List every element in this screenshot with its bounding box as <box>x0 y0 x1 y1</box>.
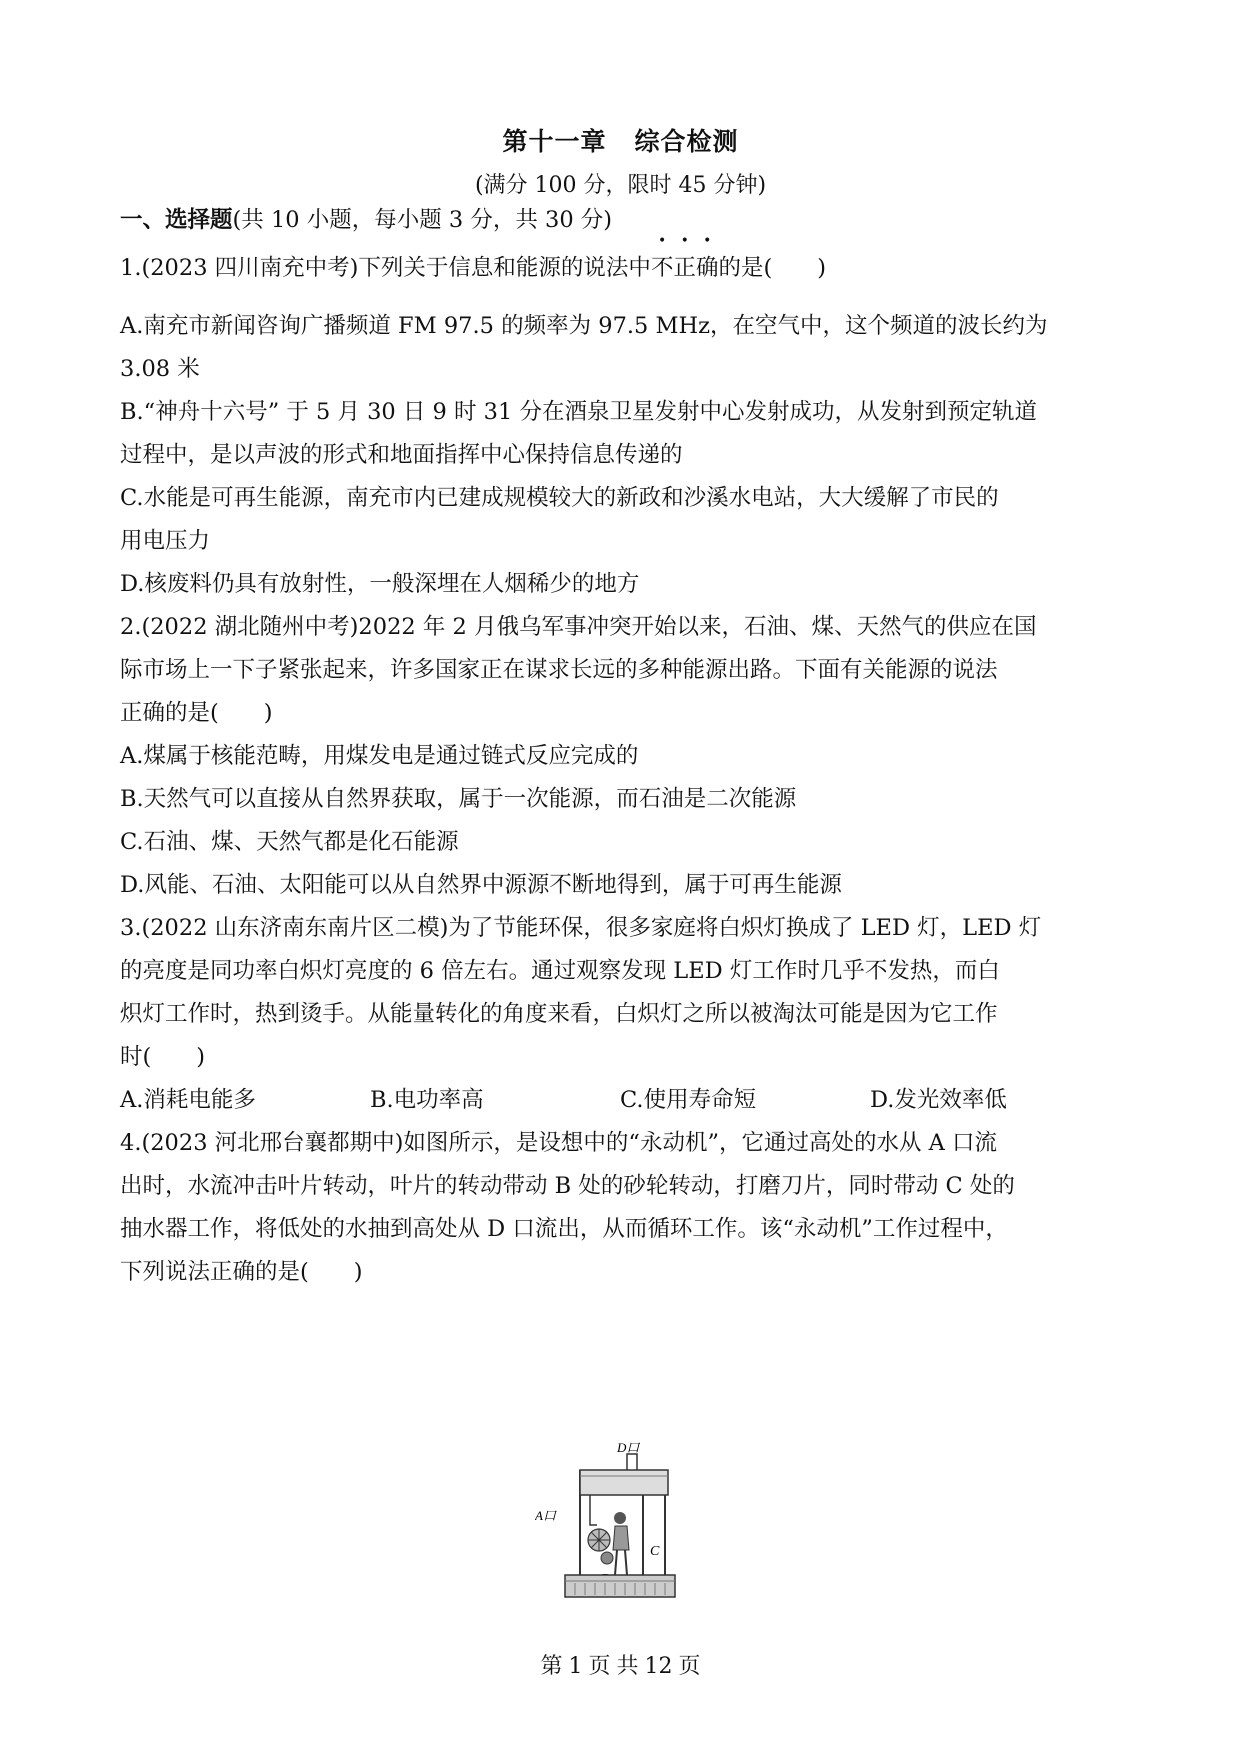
question-1-option-c: C.水能是可再生能源，南充市内已建成规模较大的新政和沙溪水电站，大大缓解了市民的 <box>120 485 999 511</box>
question-4-stem: 4.(2023 河北邢台襄都期中)如图所示，是设想中的“永动机”，它通过高处的水从 A 口流 <box>120 1130 997 1156</box>
question-3-option-d: D.发光效率低 <box>870 1087 1007 1113</box>
perpetual-motion-machine-figure <box>535 1440 715 1605</box>
question-3-option-b: B.电功率高 <box>370 1087 484 1113</box>
question-1-option-c-cont: 用电压力 <box>120 528 211 554</box>
question-2-option-d: D.风能、石油、太阳能可以从自然界中源源不断地得到，属于可再生能源 <box>120 872 842 898</box>
question-1-option-d: D.核废料仍具有放射性，一般深埋在人烟稀少的地方 <box>120 571 640 597</box>
question-3-stem-cont: 的亮度是同功率白炽灯亮度的 6 倍左右。通过观察发现 LED 灯工作时几乎不发热，而白 <box>120 958 1000 984</box>
emphasis-char: 正 <box>673 255 696 281</box>
question-1-stem: 1.(2023 四川南充中考)下列关于信息和能源的说法中不正确的是( ) <box>120 255 827 281</box>
question-2-stem-cont: 际市场上一下子紧张起来，许多国家正在谋求长远的多种能源出路。下面有关能源的说法 <box>120 657 998 683</box>
question-4-stem-cont: 抽水器工作，将低处的水抽到高处从 D 口流出，从而循环工作。该“永动机”工作过程中， <box>120 1216 1008 1242</box>
chapter-number: 第十一章 <box>502 127 607 156</box>
page-number: 1 <box>568 1654 583 1679</box>
emphasis-char: 确 <box>695 255 719 281</box>
question-4-stem-cont: 下列说法正确的是( ) <box>120 1259 363 1285</box>
label-c: C <box>650 1544 660 1559</box>
question-3-option-c: C.使用寿命短 <box>620 1087 757 1113</box>
question-2-option-c: C.石油、煤、天然气都是化石能源 <box>120 829 459 855</box>
question-1-option-b-cont: 过程中，是以声波的形式和地面指挥中心保持信息传递的 <box>120 442 683 468</box>
section-title: 一、选择题 <box>120 207 233 233</box>
question-3-option-a: A.消耗电能多 <box>120 1087 256 1113</box>
total-pages: 12 <box>644 1654 673 1679</box>
question-4-stem-cont: 出时，水流冲击叶片转动，叶片的转动带动 B 处的砂轮转动，打磨刀片，同时带动 C 处的 <box>120 1173 1015 1199</box>
question-2-option-b: B.天然气可以直接从自然界获取，属于一次能源，而石油是二次能源 <box>120 786 797 812</box>
chapter-name: 综合检测 <box>634 127 739 156</box>
question-3-stem-cont: 炽灯工作时，热到烫手。从能量转化的角度来看，白炽灯之所以被淘汰可能是因为它工作 <box>120 1001 998 1027</box>
question-2-stem-cont: 正确的是( ) <box>120 700 273 726</box>
emphasis-char: 不 <box>650 255 674 281</box>
page-footer: 第 1 页 共 12 页 <box>540 1654 701 1679</box>
label-d: D口 <box>617 1440 640 1455</box>
section-info: (共 10 小题，每小题 3 分，共 30 分) <box>232 207 613 233</box>
question-3-stem: 3.(2022 山东济南东南片区二模)为了节能环保，很多家庭将白炽灯换成了 LED 灯，LED 灯 <box>120 915 1042 941</box>
label-a: A口 <box>535 1508 556 1523</box>
question-2-stem: 2.(2022 湖北随州中考)2022 年 2 月俄乌军事冲突开始以来，石油、煤、天然气的供应在国 <box>120 614 1037 640</box>
question-3-stem-cont: 时( ) <box>120 1044 206 1070</box>
exam-info: (满分 100 分，限时 45 分钟) <box>474 173 767 198</box>
bottom-tank <box>565 1575 675 1597</box>
question-1-option-b: B.“神舟十六号” 于 5 月 30 日 9 时 31 分在酒泉卫星发射中心发射成功，从发射到预定轨道 <box>120 399 1037 425</box>
question-1-option-a: A.南充市新闻咨询广播频道 FM 97.5 的频率为 97.5 MHz，在空气中，这个频道的波长约为 <box>120 313 1048 339</box>
section-heading <box>120 205 612 235</box>
grinding-wheel <box>601 1552 613 1564</box>
question-2-option-a: A.煤属于核能范畴，用煤发电是通过链式反应完成的 <box>120 743 639 769</box>
question-1-option-a-cont: 3.08 米 <box>120 356 200 382</box>
chapter-title <box>0 122 1241 158</box>
person-figure <box>614 1512 626 1524</box>
